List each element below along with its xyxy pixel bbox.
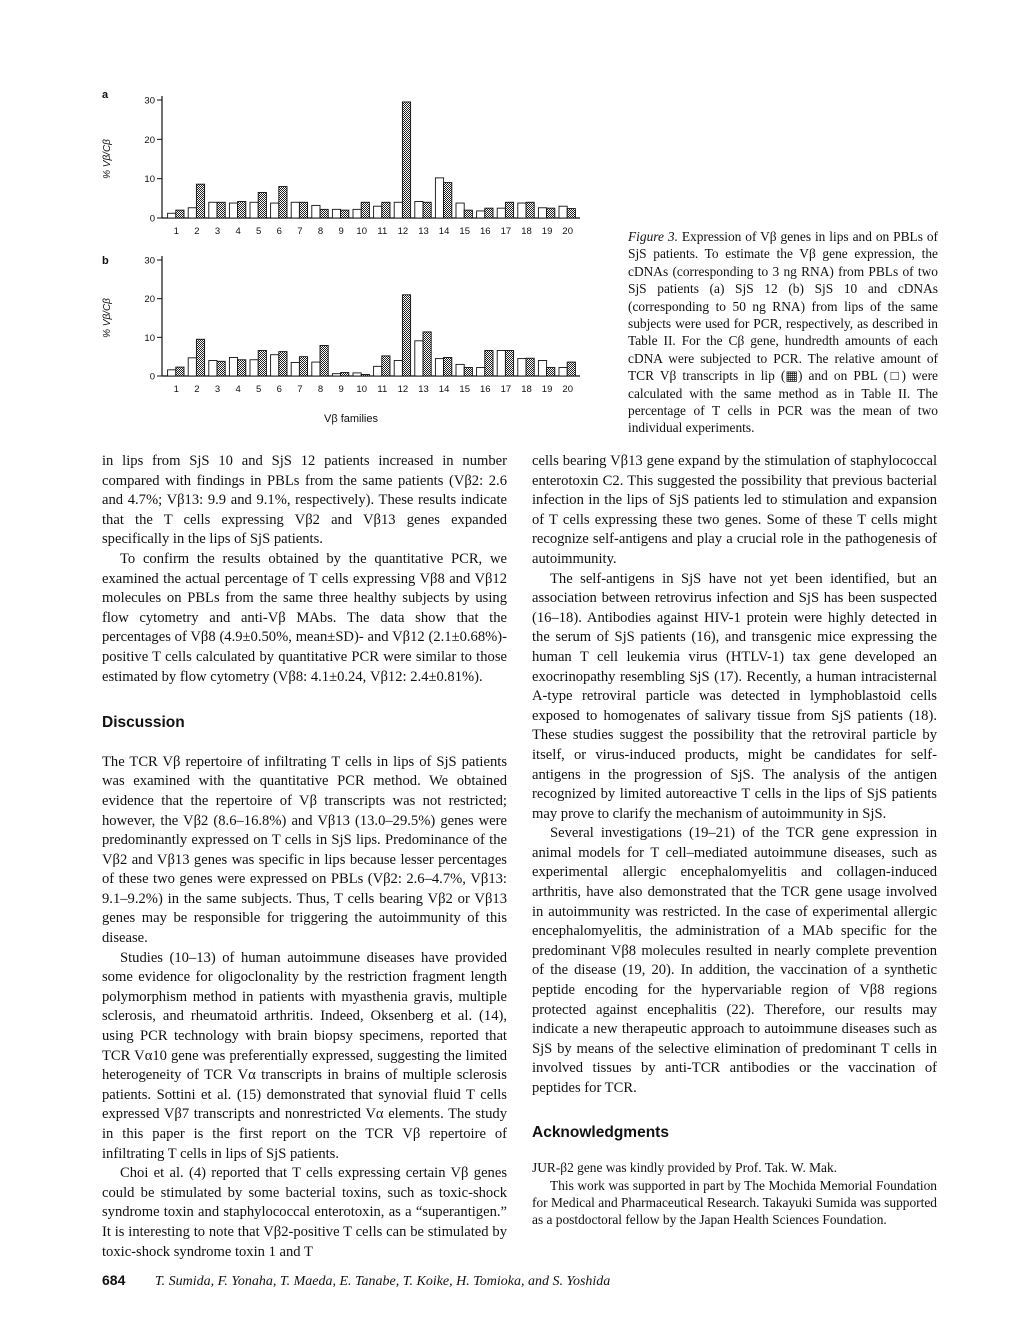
bar-pbl (271, 203, 279, 218)
x-tick-label: 9 (338, 226, 344, 237)
bar-pbl (415, 201, 423, 218)
panel-label: b (102, 255, 109, 267)
bar-lip (444, 183, 452, 218)
bar-pbl (271, 355, 279, 376)
acknowledgment-text: This work was supported in part by The Mochida Memorial Foundation for Medical and Pharmaceutical Research. Takayuki Sumida was supported as a postdoctoral fellow by the Japan Health Sciences Foundation. (532, 1177, 937, 1228)
caption-label: Figure 3. (628, 229, 678, 244)
bar-lip (382, 356, 390, 376)
x-tick-label: 1 (173, 384, 179, 395)
bar-lip (526, 358, 534, 376)
x-axis-label: Vβ families (323, 413, 379, 425)
x-tick-label: 14 (438, 226, 450, 237)
x-tick-label: 18 (521, 226, 532, 237)
y-tick-label: 10 (144, 174, 155, 186)
section-heading-acknowledgments: Acknowledgments (532, 1123, 669, 1141)
figure-3-bar-charts (80, 78, 620, 438)
bar-pbl (456, 203, 464, 218)
left-column (102, 452, 507, 1262)
paragraph: cells bearing Vβ13 gene expand by the stimulation of staphylococcal enterotoxin C2. This suggested the possibility that previous bacterial infection in the lips of SjS patients led to stimulation and expansion of T cells expressing these two genes. Some of these T cells might recognize self-antigens and play a crucial role in the pathogenesis of autoimmunity. (532, 453, 937, 567)
bar-lip (423, 202, 431, 218)
figure-caption (628, 228, 938, 437)
bar-lip (341, 210, 349, 218)
x-tick-label: 20 (562, 226, 573, 237)
x-tick-label: 2 (194, 226, 200, 237)
y-tick-label: 30 (144, 255, 155, 267)
x-tick-label: 3 (214, 384, 221, 395)
bar-lip (176, 210, 184, 218)
y-tick-label: 20 (144, 134, 155, 146)
x-tick-label: 3 (214, 226, 221, 237)
bar-pbl (394, 202, 402, 218)
bar-pbl (538, 361, 546, 376)
paragraph: The self-antigens in SjS have not yet been identified, but an association between retrovirus infection and SjS has been suspected (16–18). Antibodies against HIV-1 protein were highly detected in the serum of SjS patients (16), and transgenic mice expressing the human T cell leukemia virus (HTLV-1) tax gene developed an exocrinopathy resembling SjS (17). Recently, a human intracisternal A-type retroviral particle was detected in lymphoblastoid cells exposed to homogenates of salivary tissue from SjS patients (18). These studies suggest the possibility that the retroviral particle by itself, or virus-induced products, might be candidates for self-antigens in the progression of SjS. The analysis of the antigen recognized by limited autoreactive T cells in the lips of SjS patients may prove to clarify the mechanism of autoimmunity in SjS. (532, 570, 937, 822)
x-tick-label: 17 (500, 384, 512, 395)
x-tick-label: 6 (276, 384, 282, 395)
x-tick-label: 19 (541, 384, 553, 395)
x-tick-label: 11 (377, 384, 388, 395)
x-tick-label: 7 (297, 384, 303, 395)
bar-lip (217, 361, 225, 376)
bar-lip (505, 202, 513, 218)
bar-pbl (538, 208, 546, 218)
bar-pbl (312, 362, 320, 376)
x-tick-label: 16 (480, 226, 491, 237)
x-tick-label: 9 (338, 384, 344, 395)
y-tick-label: 20 (144, 294, 155, 306)
x-tick-label: 8 (317, 226, 324, 237)
paragraph: in lips from SjS 10 and SjS 12 patients increased in number compared with findings in PBLs from the same patients (Vβ2: 2.6 and 4.7%; Vβ13: 9.9 and 9.1%, respectively). These results indicate that the T cells expressing Vβ2 and Vβ13 genes expanded specifically in the lips of SjS patients. (102, 453, 507, 548)
x-tick-label: 7 (297, 226, 303, 237)
bar-pbl (353, 209, 361, 218)
bar-lip (361, 374, 369, 376)
x-tick-label: 6 (276, 226, 282, 237)
bar-lip (196, 339, 204, 376)
x-tick-label: 4 (235, 384, 241, 395)
bar-lip (505, 350, 513, 376)
paragraph: Several investigations (19–21) of the TCR gene expression in animal models for T cell–mediated autoimmune diseases, such as experimental allergic encephalomyelitis and collagen-induced arthritis, have also demonstrated that the TCR gene usage involved in autoimmunity was restricted. In the case of experimental allergic encephalomyelitis, the administration of a MAb specific for the predominant Vβ8 molecules resulted in nearly complete prevention of the disease (19, 20). In addition, the vaccination of a synthetic peptide encoding for the hypervariable region of Vβ8 regions protected against encephalitis (22). Therefore, our results may indicate a new therapeutic approach to autoimmune diseases such as SjS by means of the selective elimination of predominant T cells in involved tissues by anti-TCR antibodies or the vaccination of peptides for TCR. (532, 825, 937, 1096)
y-axis-label: % Vβ/Cβ (102, 139, 113, 179)
bar-lip (238, 360, 246, 376)
y-tick-label: 0 (149, 371, 155, 383)
bar-lip (526, 202, 534, 218)
y-tick-label: 30 (144, 95, 155, 107)
bar-pbl (518, 359, 526, 376)
bar-lip (567, 209, 575, 218)
x-tick-label: 12 (397, 384, 409, 395)
bar-lip (547, 208, 555, 218)
bar-pbl (374, 366, 382, 376)
x-tick-label: 13 (418, 226, 429, 237)
bar-pbl (250, 360, 258, 376)
bar-lip (238, 201, 246, 218)
bar-pbl (188, 208, 196, 218)
bar-pbl (497, 350, 505, 376)
bar-pbl (332, 374, 340, 376)
x-tick-label: 4 (235, 226, 241, 237)
bar-lip (567, 362, 575, 376)
right-column (532, 452, 937, 1229)
section-heading-discussion: Discussion (102, 714, 185, 732)
x-tick-label: 13 (418, 384, 429, 395)
bar-lip (299, 357, 307, 376)
x-tick-label: 19 (541, 226, 553, 237)
paragraph: To confirm the results obtained by the quantitative PCR, we examined the actual percentage of T cells expressing Vβ8 and Vβ12 molecules on PBLs from the same three healthy subjects by using flow cytometry and anti-Vβ MAbs. The data show that the percentages of Vβ8 (4.9±0.50%, mean±SD)- and Vβ12 (2.1±0.68%)-positive T cells calculated by quantitative PCR were similar to those estimated by flow cytometry (Vβ8: 4.1±0.24, Vβ12: 2.4±0.81%). (102, 550, 507, 685)
panel-label: a (102, 89, 109, 101)
bar-pbl (168, 370, 176, 376)
y-tick-label: 10 (144, 332, 155, 344)
bar-lip (402, 295, 410, 376)
bar-lip (258, 350, 266, 376)
y-tick-label: 0 (149, 213, 155, 225)
x-tick-label: 16 (480, 384, 491, 395)
x-tick-label: 1 (173, 226, 179, 237)
x-tick-label: 8 (317, 384, 324, 395)
bar-pbl (559, 367, 567, 376)
x-tick-label: 15 (459, 226, 470, 237)
bar-pbl (188, 358, 196, 376)
bar-pbl (415, 341, 423, 376)
x-tick-label: 10 (356, 226, 367, 237)
bar-lip (279, 352, 287, 376)
bar-pbl (229, 203, 237, 218)
caption-text: Expression of Vβ genes in lips and on PBLs of SjS patients. To estimate the Vβ gene expression, the cDNAs (corresponding to 3 ng RNA) from PBLs of two SjS patients (a) SjS 12 (b) SjS 10 and cDNAs (corresponding to 50 ng RNA) from lips of the same subjects were used for PCR, respectively, as described in Table II. For the Cβ gene, hundredth amounts of each cDNA were subjected to PCR. The relative amount of TCR Vβ transcripts in lip (▦) and on PBL (□) were calculated with the same method as in Table II. The percentage of T cells in PCR was the mean of two individual experiments. (628, 229, 938, 436)
bar-lip (320, 209, 328, 218)
bar-lip (217, 202, 225, 218)
bar-pbl (435, 359, 443, 376)
page-number: 684 (102, 1272, 126, 1288)
bar-lip (279, 187, 287, 218)
bar-pbl (332, 209, 340, 218)
bar-pbl (291, 362, 299, 376)
x-tick-label: 14 (438, 384, 450, 395)
page-footer (102, 1272, 610, 1290)
bar-lip (196, 184, 204, 218)
paragraph: Choi et al. (4) reported that T cells expressing certain Vβ genes could be stimulated by some bacterial toxins, such as toxic-shock syndrome toxin and staphylococcal enterotoxin, as a “superantigen.” It is interesting to note that Vβ2-positive T cells can be stimulated by toxic-shock syndrome toxin 1 and T (102, 1165, 507, 1260)
x-tick-label: 5 (256, 226, 262, 237)
bar-pbl (497, 208, 505, 218)
author-list: T. Sumida, F. Yonaha, T. Maeda, E. Tanabe, T. Koike, H. Tomioka, and S. Yoshida (154, 1274, 611, 1289)
bar-lip (176, 367, 184, 376)
bar-lip (402, 102, 410, 218)
x-tick-label: 18 (521, 384, 532, 395)
x-tick-label: 5 (256, 384, 262, 395)
x-tick-label: 17 (500, 226, 512, 237)
bar-lip (423, 332, 431, 376)
y-axis-label: % Vβ/Cβ (102, 298, 113, 338)
bar-lip (320, 345, 328, 376)
bar-pbl (477, 367, 485, 376)
bar-pbl (229, 357, 237, 376)
bar-lip (547, 367, 555, 376)
acknowledgment-text: JUR-β2 gene was kindly provided by Prof. Tak. W. Mak. (532, 1160, 838, 1176)
bar-pbl (168, 213, 176, 218)
bar-pbl (435, 178, 443, 218)
x-tick-label: 15 (459, 384, 470, 395)
bar-lip (299, 202, 307, 218)
bar-lip (485, 350, 493, 376)
bar-pbl (209, 202, 217, 218)
bar-pbl (518, 203, 526, 218)
bar-pbl (209, 361, 217, 376)
x-tick-label: 12 (397, 226, 409, 237)
bar-lip (382, 202, 390, 218)
paragraph: Studies (10–13) of human autoimmune diseases have provided some evidence for oligoclonality by the restriction fragment length polymorphism method in patients with myasthenia gravis, multiple sclerosis, and rheumatoid arthritis. Indeed, Oksenberg et al. (14), using PCR technology with brain biopsy specimens, reported that TCR Vα10 gene was preferentially expressed, suggesting the limited heterogeneity of TCR Vα transcripts in brains of multiple sclerosis patients. Sottini et al. (15) demonstrated that synovial fluid T cells expressed Vβ7 transcripts and nonrestricted Vα elements. The study in this paper is the first report on the TCR Vβ repertoire of infiltrating T cells in lips of SjS patients. (102, 949, 507, 1162)
bar-pbl (353, 373, 361, 376)
bar-pbl (312, 205, 320, 218)
x-tick-label: 2 (194, 384, 200, 395)
x-tick-label: 20 (562, 384, 573, 395)
bar-pbl (291, 202, 299, 218)
bar-lip (258, 192, 266, 218)
x-tick-label: 11 (377, 226, 388, 237)
x-tick-label: 10 (356, 384, 367, 395)
bar-lip (464, 210, 472, 218)
bar-pbl (559, 206, 567, 218)
bar-lip (444, 357, 452, 376)
bar-lip (485, 208, 493, 218)
paragraph: The TCR Vβ repertoire of infiltrating T cells in lips of SjS patients was examined with the quantitative PCR method. We obtained evidence that the repertoire of Vβ transcripts was not restricted; however, the Vβ2 (8.6–16.8%) and Vβ13 (13.0–29.5%) genes were predominantly expressed on T cells in SjS lips. Predominance of the Vβ2 and Vβ13 genes was specific in lips because lesser percentages of these two genes were expressed on PBLs (Vβ2: 2.6–4.7%, Vβ13: 9.1–9.2%) in the same subjects. Thus, T cells bearing Vβ2 or Vβ13 genes may be responsible for triggering the autoimmunity of this disease. (102, 753, 507, 947)
bar-pbl (456, 364, 464, 376)
bar-lip (361, 202, 369, 218)
bar-lip (341, 373, 349, 376)
bar-pbl (250, 202, 258, 218)
bar-pbl (477, 211, 485, 218)
bar-pbl (394, 361, 402, 376)
bar-lip (464, 367, 472, 376)
bar-pbl (374, 206, 382, 218)
